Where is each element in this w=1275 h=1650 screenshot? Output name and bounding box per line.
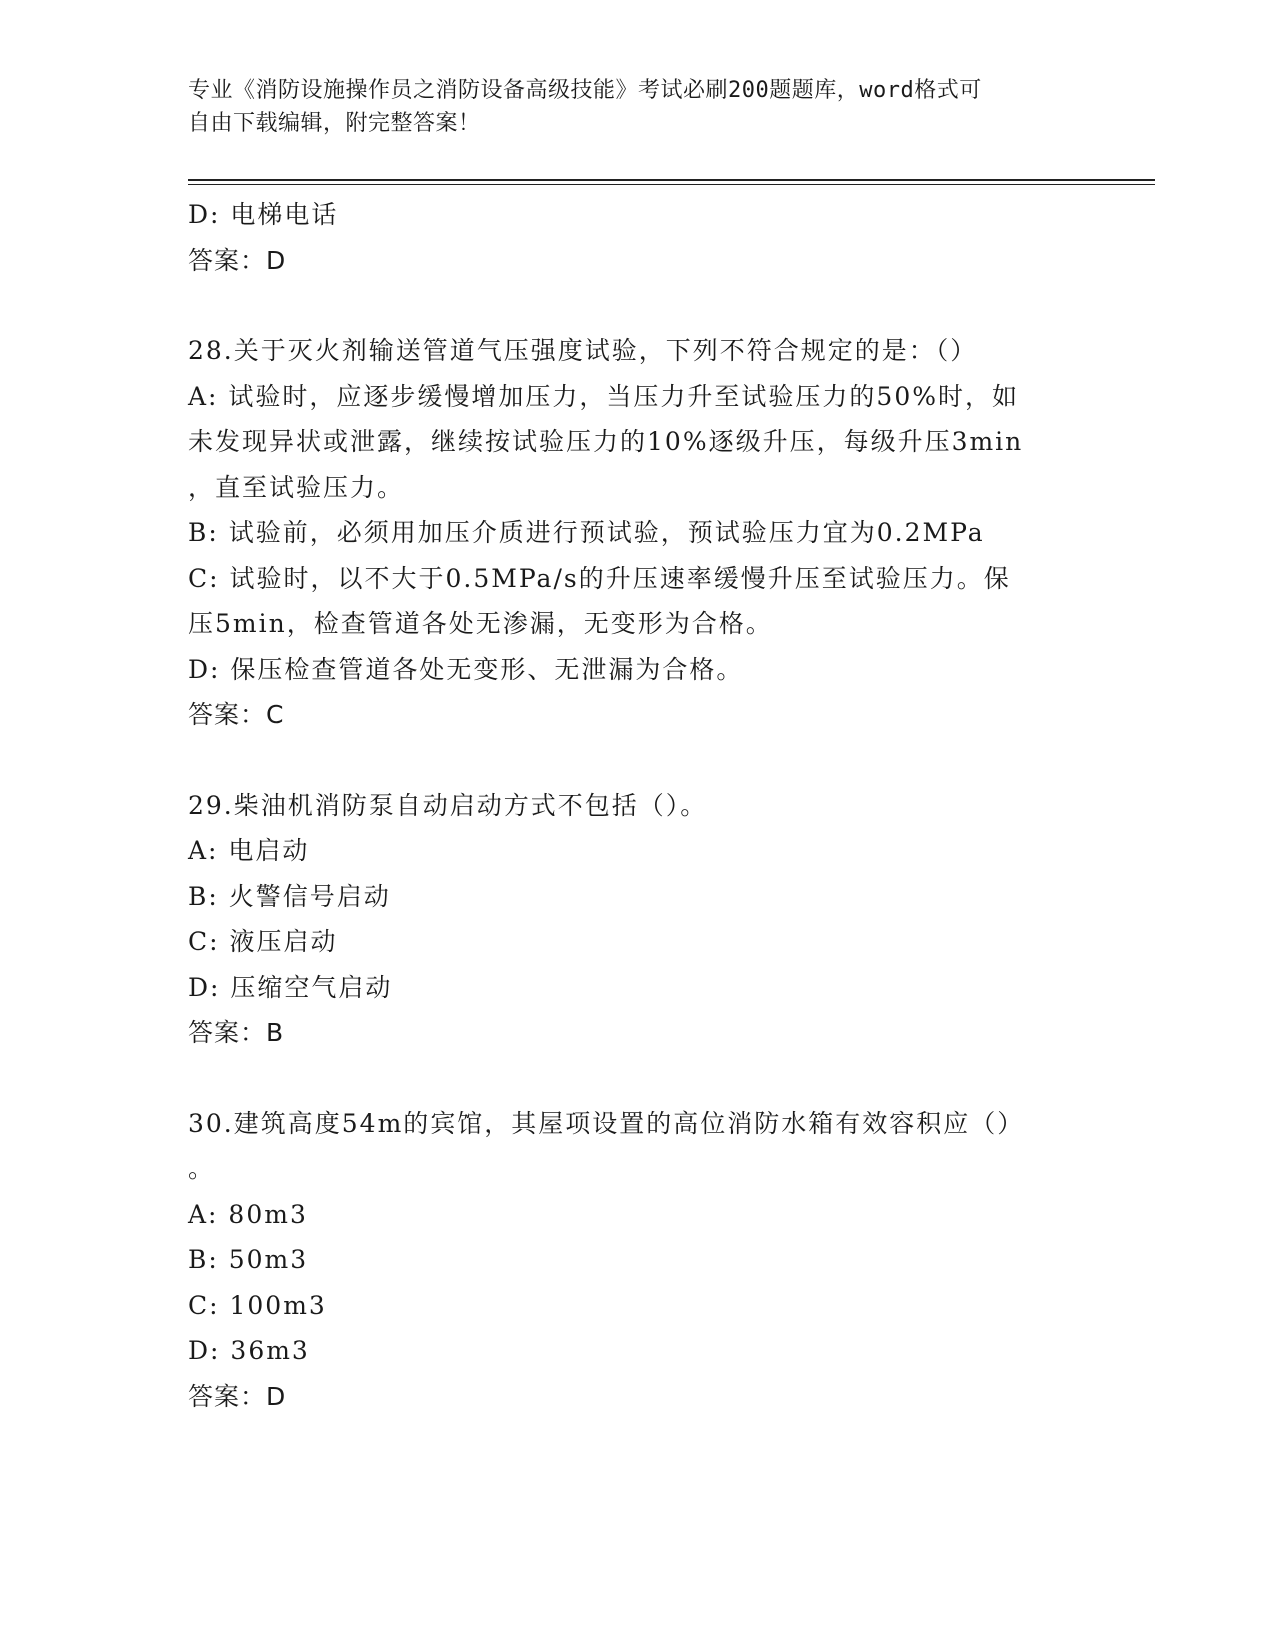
option-line: B: 试验前，必须用加压介质进行预试验，预试验压力宜为0.2MPa xyxy=(188,518,985,547)
option-line: B: 火警信号启动 xyxy=(188,881,391,911)
header-line-2: 自由下载编辑，附完整答案！ xyxy=(188,111,481,136)
question-stem-continuation: 。 xyxy=(188,1154,216,1183)
option-line: 未发现异状或泄露，继续按试验压力的10%逐级升压，每级升压3min xyxy=(188,427,1024,456)
document-body xyxy=(188,192,1068,1419)
option-line: C: 液压启动 xyxy=(188,927,338,956)
option-line: B: 50m3 xyxy=(188,1245,309,1274)
answer-line: 答案：D xyxy=(188,1381,287,1411)
question-30 xyxy=(188,1101,1068,1420)
header-divider xyxy=(188,179,1155,185)
question-stem: 28.关于灭火剂输送管道气压强度试验，下列不符合规定的是：（） xyxy=(188,336,978,365)
option-line: A: 80m3 xyxy=(188,1199,308,1229)
header-line-1: 专业《消防设施操作员之消防设备高级技能》考试必刷200题题库，word格式可 xyxy=(188,78,982,103)
answer-line: 答案：D xyxy=(188,245,287,275)
option-line: A: 电启动 xyxy=(188,836,310,865)
question-stem: 30.建筑高度54m的宾馆，其屋项设置的高位消防水箱有效容积应（） xyxy=(188,1108,1025,1138)
document-header xyxy=(188,74,1068,140)
option-line: 压5min，检查管道各处无渗漏，无变形为合格。 xyxy=(188,609,773,638)
continued-question xyxy=(188,192,1068,283)
option-line: D: 36m3 xyxy=(188,1336,310,1365)
option-line: A: 试验时，应逐步缓慢增加压力，当压力升至试验压力的50%时，如 xyxy=(188,381,1019,411)
option-line: ，直至试验压力。 xyxy=(188,472,405,502)
question-28 xyxy=(188,328,1068,738)
question-stem: 29.柴油机消防泵自动启动方式不包括（）。 xyxy=(188,790,708,820)
answer-line: 答案：B xyxy=(188,1018,285,1047)
question-29 xyxy=(188,783,1068,1056)
option-line: D: 压缩空气启动 xyxy=(188,972,393,1002)
option-line: C: 试验时，以不大于0.5MPa/s的升压速率缓慢升压至试验压力。保 xyxy=(188,563,1011,593)
option-d: D: 电梯电话 xyxy=(188,200,339,229)
option-line: D: 保压检查管道各处无变形、无泄漏为合格。 xyxy=(188,654,744,684)
option-line: C: 100m3 xyxy=(188,1290,327,1320)
answer-line: 答案：C xyxy=(188,700,285,729)
